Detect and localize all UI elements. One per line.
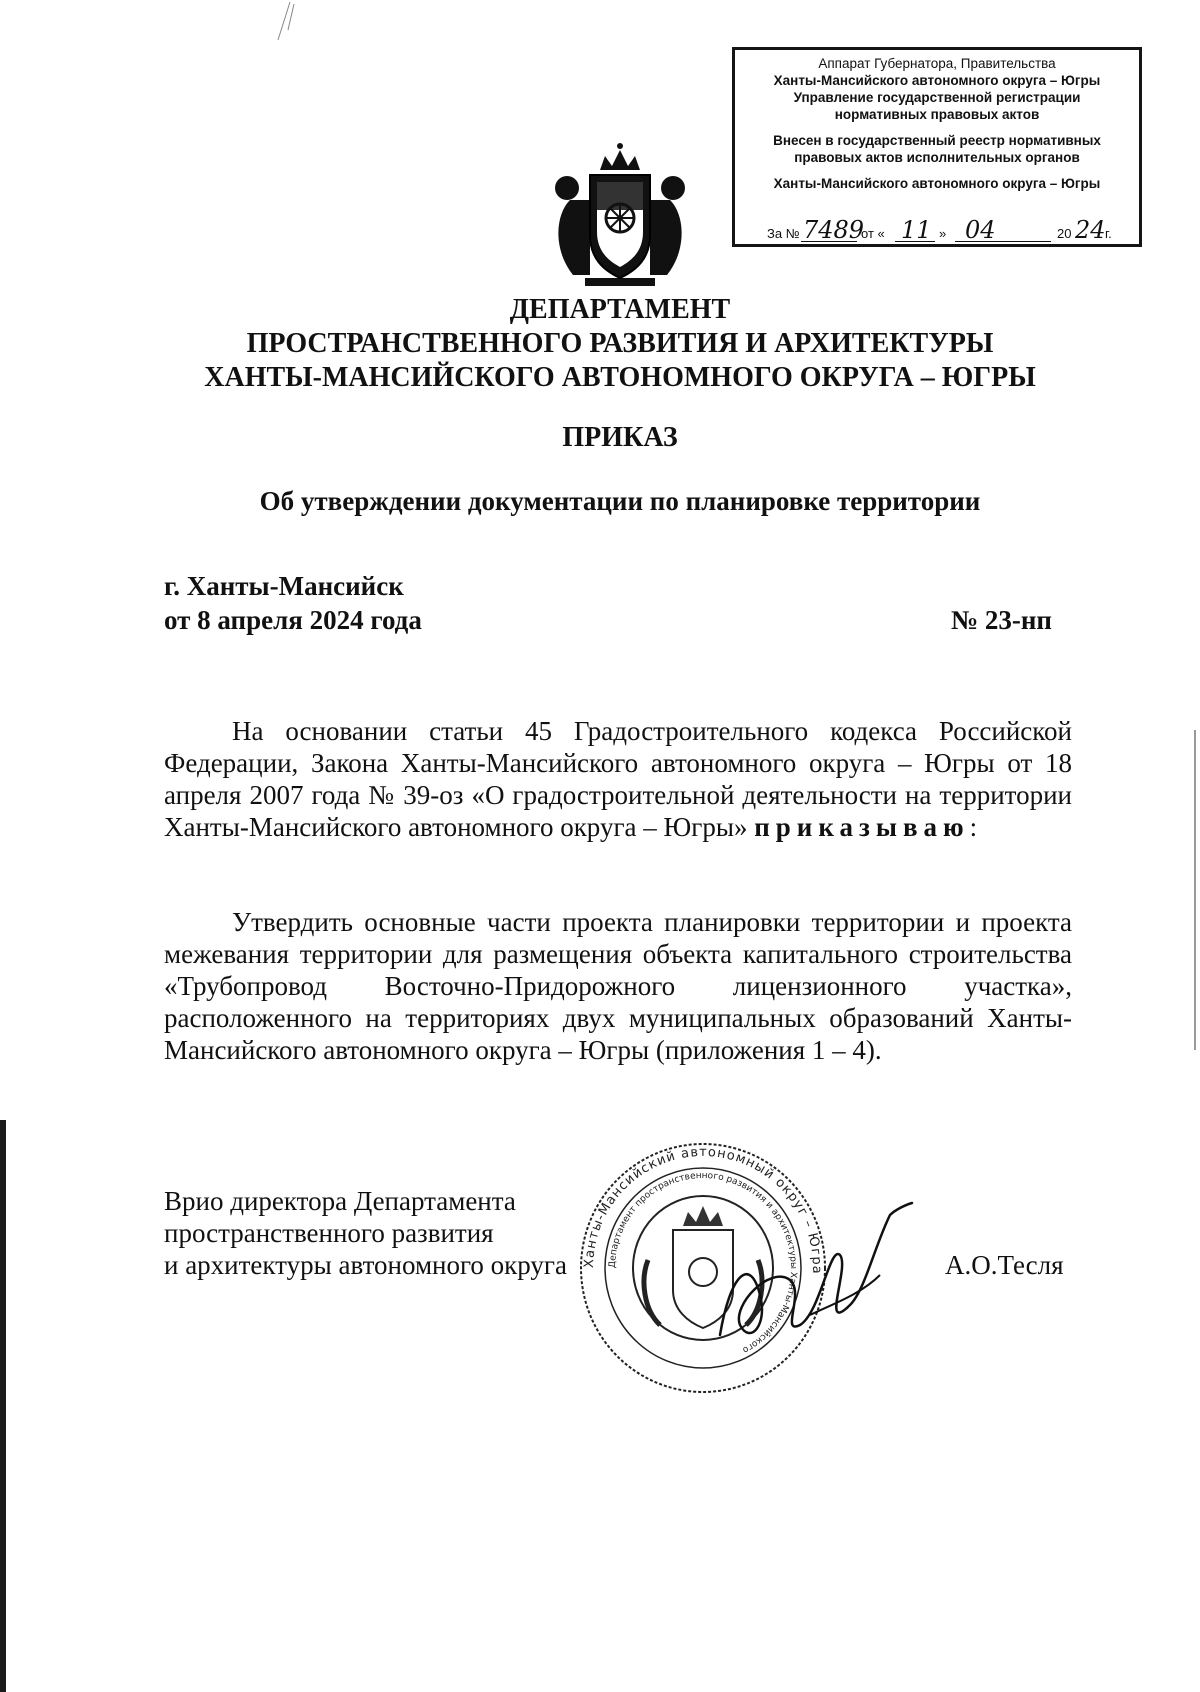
signatory-position-line: пространственного развития (164, 1218, 494, 1248)
signatory-position-line: и архитектуры автономного округа (164, 1250, 567, 1280)
stamp-line: Управление государственной регистрации (793, 90, 1081, 105)
paragraph-basis-end: : (969, 812, 978, 842)
seal-inner-text: Департамент пространственного развития и архитектуры Ханты-Мансийского (607, 1170, 799, 1355)
stamp-line: Ханты-Мансийского автономного округа – Югры (773, 73, 1101, 88)
department-title-line: ДЕПАРТАМЕНТ (509, 294, 731, 325)
handwritten-signature (690, 1185, 920, 1365)
stamp-year-suffix: 24 (1075, 216, 1106, 244)
scan-edge-shadow (0, 1120, 6, 1692)
stamp-day: 11 (901, 216, 932, 244)
signatory-position-line: Врио директора Департамента (164, 1186, 516, 1216)
stamp-line: правовых актов исполнительных органов (794, 150, 1080, 165)
stamp-line: нормативных правовых актов (834, 107, 1040, 122)
coat-of-arms-emblem (545, 140, 695, 290)
scan-marks (260, 0, 340, 50)
department-title-line: ХАНТЫ-МАНСИЙСКОГО АВТОНОМНОГО ОКРУГА – ЮГРЫ (204, 362, 1036, 393)
stamp-region-line: Ханты-Мансийского автономного округа – Югры (773, 176, 1101, 191)
paragraph-decision-text: Утвердить основные части проекта планировки территории и проекта межевания территории для размещения объекта капитального строительства «Трубопровод Восточно-Придорожного лицензионного участка», расположенного на территориях двух муниципальных образований Ханты-Мансийского автономного округа – Югры (приложения 1 – 4). (164, 907, 1072, 1065)
stamp-reg-prefix: За № (767, 226, 800, 241)
stamp-reg-number: 7489 (803, 216, 865, 244)
order-subject: Об утверждении документации по планировке территории (259, 486, 981, 516)
city-line: г. Ханты-Мансийск (164, 571, 404, 601)
stamp-line: Аппарат Губернатора, Правительства (818, 56, 1056, 71)
registration-stamp (732, 47, 1142, 247)
paragraph-basis-text: На основании статьи 45 Градостроительного кодекса Российской Федерации, Закона Ханты-Мансийского автономного округа – Югры от 18 апреля 2007 года № 39-оз «О градостроительной деятельности на территории Ханты-Мансийского автономного округа – Югры» (164, 716, 1072, 842)
document-type: ПРИКАЗ (562, 422, 678, 453)
stamp-registration-row (765, 218, 1125, 242)
scan-edge-line (1194, 730, 1196, 1050)
signatory-position (164, 1185, 567, 1281)
department-title (0, 293, 1200, 395)
order-date: от 8 апреля 2024 года (164, 605, 422, 635)
stamp-from-label: от « (861, 226, 885, 241)
stamp-month: 04 (965, 216, 996, 244)
order-number: № 23-нп (951, 605, 1052, 635)
stamp-year-unit: г. (1105, 226, 1112, 241)
signatory-name: А.О.Тесля (945, 1250, 1064, 1280)
department-title-line: ПРОСТРАНСТВЕННОГО РАЗВИТИЯ И АРХИТЕКТУРЫ (246, 328, 994, 359)
paragraph-basis (164, 715, 1072, 843)
stamp-day-close: » (939, 226, 947, 241)
stamp-line: Внесен в государственный реестр нормативных (773, 133, 1101, 148)
order-verb: приказываю (754, 812, 970, 842)
seal-outer-text: Ханты-Мансийский автономный округ – Югра (581, 1144, 825, 1275)
paragraph-decision (164, 906, 1072, 1066)
stamp-year-prefix: 20 (1057, 226, 1072, 241)
